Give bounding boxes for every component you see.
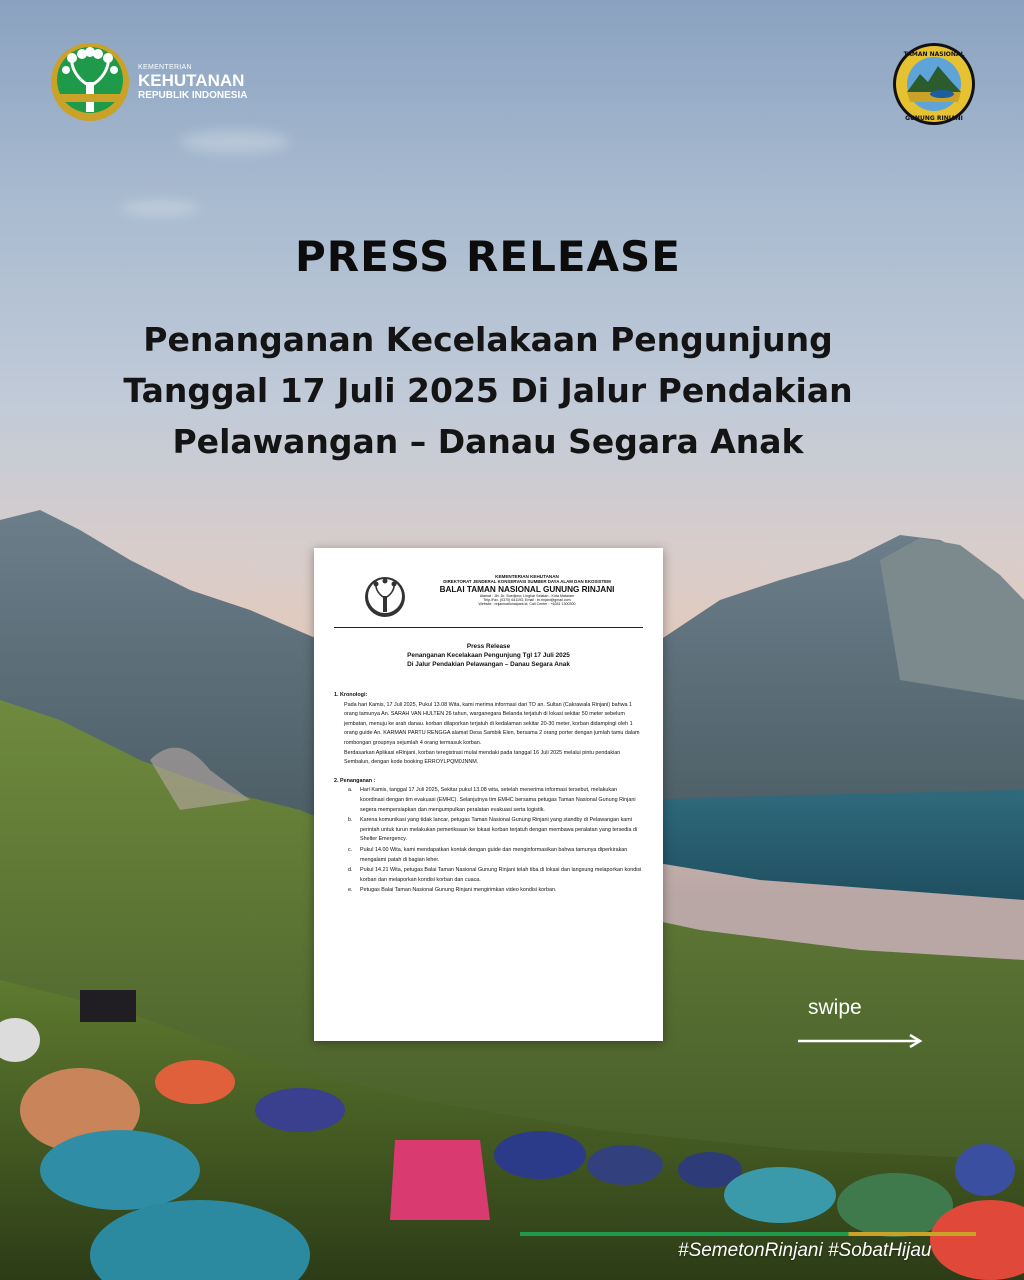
list-item xyxy=(348,816,643,845)
svg-text:GUNUNG RINJANI: GUNUNG RINJANI xyxy=(905,115,963,122)
list-item-label: b. xyxy=(348,817,353,824)
document-title: Press Release xyxy=(466,643,511,650)
letterhead-office: BALAI TAMAN NASIONAL GUNUNG RINJANI xyxy=(439,585,615,594)
park-seal-icon xyxy=(892,42,976,126)
brand-divider xyxy=(520,1232,976,1236)
hashtags: #SemetonRinjani #SobatHijau xyxy=(678,1240,932,1261)
penanganan-list xyxy=(334,786,643,896)
list-item xyxy=(348,786,643,815)
letterhead-directorate: DIREKTORAT JENDERAL KONSERVASI SUMBER DAYA ALAM DAN EKOSISTEM xyxy=(443,579,611,584)
list-item-label: c. xyxy=(348,846,353,853)
press-release-title: PRESS RELEASE xyxy=(295,232,681,281)
list-item-text: Karena komunikasi yang tidak lancar, petugas Taman Nasional Gunung Rinjani yang standby di Pelawangan kami perintah untuk turun melakukan pemeriksaan ke lokasi korban terjatuh dengan membawa peralatan yang tersedia di Shelter Emergency. xyxy=(360,817,638,843)
document-title-line: Di Jalur Pendakian Pelawangan – Danau Segara Anak xyxy=(407,661,570,668)
ministry-country: REPUBLIK INDONESIA xyxy=(138,89,248,101)
subtitle-line: Pelawangan – Danau Segara Anak xyxy=(172,422,804,461)
document-letterhead xyxy=(334,562,643,628)
press-release-document xyxy=(314,548,663,1041)
kronologi-paragraph: Berdasarkan Aplikasi eRinjani, korban teregistrasi mulai mendaki pada tanggal 16 Juli 2025 melalui pintu pendakian Sembalun, dengan kode booking ERROYLPQM0JNNM. xyxy=(344,749,621,766)
subtitle-line: Penanganan Kecelakaan Pengunjung xyxy=(143,320,833,359)
arrow-right-icon[interactable] xyxy=(798,1034,924,1048)
subtitle-line: Tanggal 17 Juli 2025 Di Jalur Pendakian xyxy=(123,371,853,410)
list-item-text: Pukul 14.00 Wita, kami mendapatkan kontak dengan guide dan menginformasikan bahwa tamunya diperkirakan mengalami patah di bagian leher. xyxy=(360,846,628,863)
list-item-text: Petugas Balai Taman Nasional Gunung Rinjani mengirimkan video kondisi korban. xyxy=(360,887,557,894)
list-item-label: d. xyxy=(348,867,353,874)
letterhead-website: Website : rinjaninationalpark.id, Call Center : +6281 1300300 xyxy=(478,602,576,606)
ministry-name: KEHUTANAN xyxy=(138,70,245,90)
letterhead-contact: Telp./Fax. (0370) 641193, Email : tn.rinjani@gmail.com xyxy=(483,598,571,602)
ministry-logo xyxy=(50,42,247,122)
letterhead-address: Alamat : Jln. Dr. Soedjono, Lingkar Selatan - Kota Mataram xyxy=(479,594,575,598)
list-item-label: e. xyxy=(348,887,353,894)
penanganan-heading: 2. Penanganan : xyxy=(334,777,376,784)
kronologi-paragraph: Pada hari Kamis, 17 Juli 2025, Pukul 13.08 Wita, kami merima informasi dari TO an. Sultan (Cakrawala Rinjani) bahwa 1 orang tamunya An. SARAH VAN HULTEN 26 tahun, warganegara Belanda terjatuh di lokasi sekitar 50 meter sebelum jembatan, menuju ke arah danau. korban dilaporkan terjatuh di kedalaman sekitar 20-30 meter, korban didampingi oleh 1 orang guide An. KARMAN PARTU RENGGA alamat Desa Sambik Elen, bersama 2 orang porter dengan jumlah tamu dalam rombongan groupnya sejumlah 4 orang termasuk korban. xyxy=(344,701,640,746)
swipe-label: swipe xyxy=(808,996,862,1019)
ministry-emblem-icon xyxy=(364,576,406,618)
list-item xyxy=(348,846,643,865)
list-item-text: Pukul 14.21 Wita, petugas Balai Taman Nasional Gunung Rinjani telah tiba di lokasi dan langsung melaporkan kondisi korban dan melaporkan kondisi korban dan cuaca. xyxy=(360,867,642,883)
list-item-text: Hari Kamis, tanggal 17 Juli 2025, Sekitar pukul 13.08 wita, setelah menerima informasi tersebut, melakukan koordinasi dengan tim evakuasi (EMHC). Selanjutnya tim EMHC bersama petugas Taman Nasional Gunung Rinjani segera mempersiapkan dan mengumpulkan peralatan evakuasi serta logistik. xyxy=(360,787,636,813)
document-title-line: Penanganan Kecelakaan Pengunjung Tgl 17 Juli 2025 xyxy=(407,652,570,659)
list-item-label: a. xyxy=(348,787,353,794)
press-release-subtitle xyxy=(0,314,976,467)
kronologi-heading: 1. Kronologi: xyxy=(334,692,368,698)
letterhead-ministry: KEMENTERIAN KEHUTANAN xyxy=(495,574,559,579)
ministry-small-label: KEMENTERIAN xyxy=(138,63,192,71)
document-titles xyxy=(334,642,643,669)
document-body xyxy=(334,691,643,896)
list-item xyxy=(348,866,643,885)
svg-text:TAMAN NASIONAL: TAMAN NASIONAL xyxy=(903,51,965,58)
tree-emblem-icon xyxy=(50,42,130,122)
list-item xyxy=(348,886,643,896)
